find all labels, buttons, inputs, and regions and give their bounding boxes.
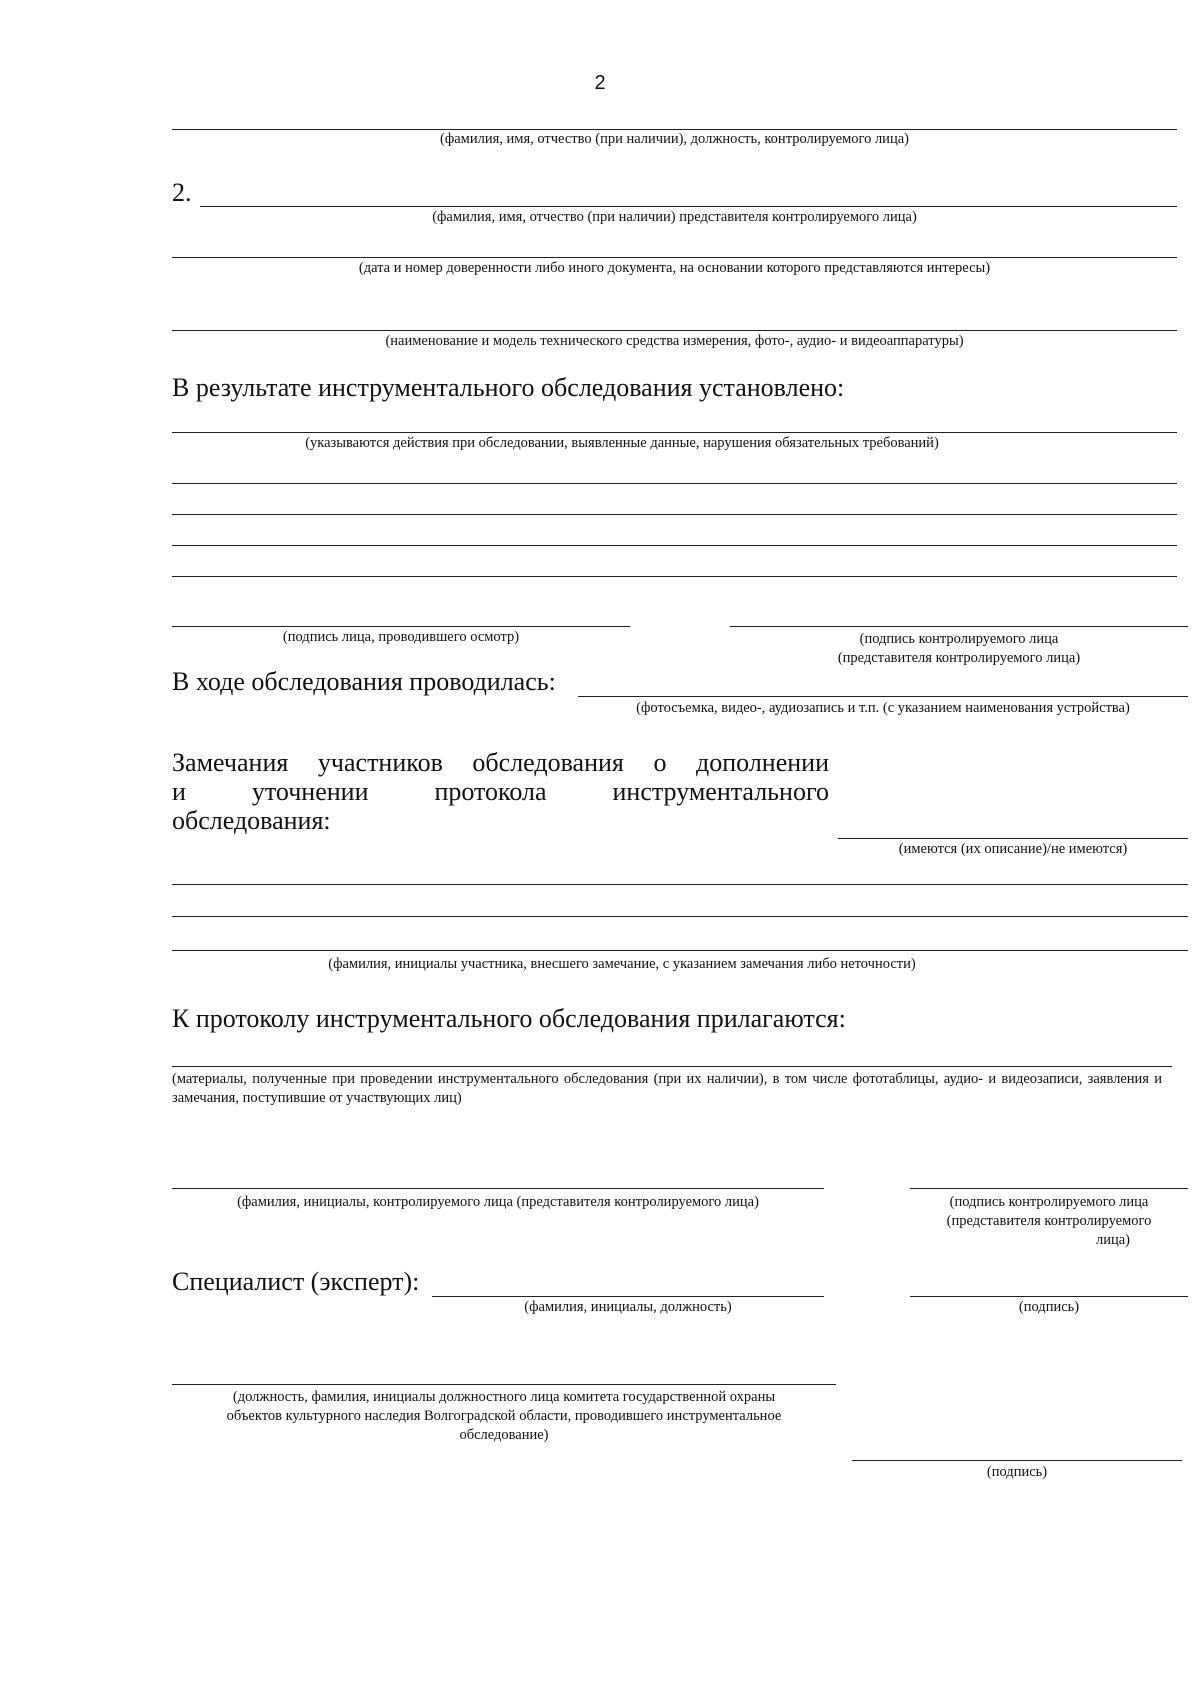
official-caption-3: обследование) [459, 1427, 549, 1443]
remarks-blank-1 [172, 884, 1188, 885]
power-of-attorney-line [172, 257, 1177, 258]
controlled-name-caption: (фамилия, инициалы, контролируемого лица (представителя контролируемого лица) [237, 1194, 759, 1210]
attachments-caption: (материалы, полученные при проведении инструментального обследования (при их наличии), в том числе фототаблицы, аудио- и видеозаписи, заявления и замечания, поступившие от участвующих лиц) [172, 1071, 1162, 1106]
remarks-status-caption: (имеются (их описание)/не имеются) [898, 841, 1128, 857]
controlled-signature-b-line [910, 1188, 1188, 1189]
remarks-status-line [838, 838, 1188, 839]
blank-line-4 [172, 576, 1177, 577]
item-number: 2. [172, 178, 192, 207]
expert-signature-line [910, 1296, 1188, 1297]
expert-name-caption: (фамилия, инициалы, должность) [524, 1299, 732, 1315]
recording-heading: В ходе обследования проводилась: [172, 667, 556, 696]
inspector-signature-line [172, 626, 630, 627]
controlled-name-line [172, 1188, 824, 1189]
equipment-line [172, 330, 1177, 331]
expert-signature-caption: (подпись) [1018, 1299, 1080, 1315]
blank-line-1 [172, 483, 1177, 484]
actions-line [172, 432, 1177, 433]
controlled-person-caption: (фамилия, имя, отчество (при наличии), должность, контролируемого лица) [440, 131, 909, 147]
remarks-heading [172, 748, 829, 835]
expert-label: Специалист (эксперт): [172, 1267, 420, 1296]
remarks-row-1: Замечания участников обследования о дополнении [172, 748, 829, 777]
controlled-signature-b-caption-2: (представителя контролируемого [946, 1213, 1152, 1229]
recording-caption: (фотосъемка, видео-, аудиозапись и т.п. (с указанием наименования устройства) [636, 700, 1130, 716]
result-heading: В результате инструментального обследования установлено: [172, 373, 845, 402]
expert-name-line [432, 1296, 824, 1297]
controlled-signature-line [730, 626, 1188, 627]
representative-caption: (фамилия, имя, отчество (при наличии) представителя контролируемого лица) [432, 209, 917, 225]
official-caption-2: объектов культурного наследия Волгоградской области, проводившего инструментальное [226, 1408, 782, 1424]
page-number: 2 [594, 72, 606, 94]
final-signature-line [852, 1460, 1182, 1461]
attachments-line [172, 1066, 1172, 1067]
controlled-signature-b-caption-3: лица) [1095, 1232, 1130, 1248]
attachments-heading: К протоколу инструментального обследования прилагаются: [172, 1004, 846, 1033]
remarks-author-line [172, 950, 1188, 951]
controlled-signature-caption-1: (подпись контролируемого лица [859, 631, 1059, 647]
inspector-signature-caption: (подпись лица, проводившего осмотр) [282, 629, 520, 645]
recording-line [578, 696, 1188, 697]
official-caption-1: (должность, фамилия, инициалы должностного лица комитета государственной охраны [232, 1389, 776, 1405]
actions-caption: (указываются действия при обследовании, выявленные данные, нарушения обязательных требований) [305, 435, 939, 451]
remarks-author-caption: (фамилия, инициалы участника, внесшего замечание, с указанием замечания либо неточности) [328, 956, 916, 972]
power-of-attorney-caption: (дата и номер доверенности либо иного документа, на основании которого представляются интересы) [358, 260, 991, 276]
blank-line-3 [172, 545, 1177, 546]
official-line [172, 1384, 836, 1385]
final-signature-caption: (подпись) [986, 1464, 1048, 1480]
representative-line [200, 206, 1177, 207]
remarks-blank-2 [172, 916, 1188, 917]
blank-line-2 [172, 514, 1177, 515]
remarks-row-3: обследования: [172, 806, 331, 835]
controlled-signature-b-caption-1: (подпись контролируемого лица [949, 1194, 1149, 1210]
controlled-signature-caption-2: (представителя контролируемого лица) [837, 650, 1081, 666]
equipment-caption: (наименование и модель технического средства измерения, фото-, аудио- и видеоаппаратуры) [385, 333, 964, 349]
remarks-row-2: и уточнении протокола инструментального [172, 777, 829, 806]
